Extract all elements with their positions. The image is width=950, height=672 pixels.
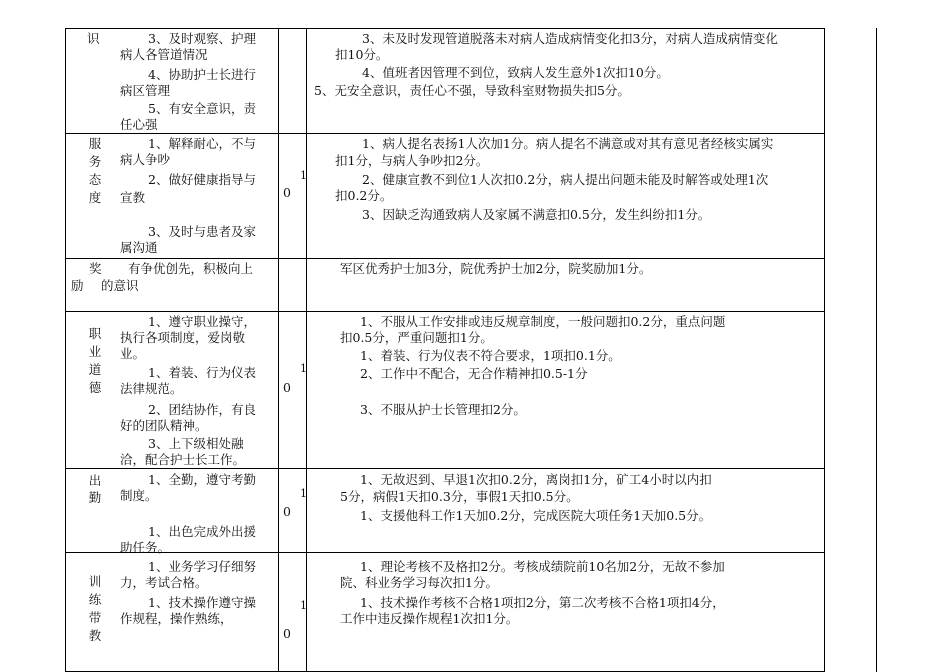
rule-line: 院、科业务学习每次扣1分。 (340, 575, 498, 590)
rule-line: 5分，病假1天扣0.3分，事假1天扣0.5分。 (340, 489, 579, 504)
score-digit: 1 (300, 362, 307, 375)
criteria-line: 1、出色完成外出援 (148, 524, 256, 539)
score-digit: 0 (283, 504, 291, 519)
category-char: 德 (88, 380, 102, 395)
criteria-line: 病人各管道情况 (120, 47, 208, 62)
criteria-line: 1、着装、行为仪表 (148, 365, 256, 380)
criteria-line: 病区管理 (120, 83, 171, 98)
row-divider (65, 468, 824, 469)
category-char: 服 (88, 136, 102, 151)
criteria-line: 1、遵守职业操守， (148, 314, 256, 329)
rule-line: 扣0.5分，严重问题扣1分。 (340, 330, 493, 345)
criteria-line: 有争优创先，积极向上 (128, 261, 254, 276)
criteria-line: 力，考试合格。 (120, 575, 208, 590)
table-border-top (65, 28, 824, 29)
criteria-line: 1、解释耐心，不与 (148, 136, 256, 151)
rule-line: 3、不服从护士长管理扣2分。 (360, 402, 526, 417)
criteria-line: 法律规范。 (120, 381, 183, 396)
criteria-line: 2、团结协作，有良 (148, 402, 256, 417)
criteria-line: 2、做好健康指导与 (148, 172, 256, 187)
row-divider (65, 552, 824, 553)
category-char: 道 (88, 362, 102, 377)
criteria-line: 的意识 (101, 278, 139, 293)
rule-line: 1、理论考核不及格扣2分。考核成绩院前10名加2分，无故不参加 (360, 559, 725, 574)
criteria-line: 5、有安全意识，责 (148, 101, 256, 116)
category-char: 训 (88, 574, 102, 589)
category-char: 奖 (89, 261, 102, 276)
rule-line: 3、未及时发现管道脱落未对病人造成病情变化扣3分，对病人造成病情变化 (362, 31, 778, 46)
criteria-line: 作规程，操作熟练， (120, 611, 233, 626)
col-divider (306, 28, 307, 672)
rule-line: 扣1分，与病人争吵扣2分。 (335, 153, 489, 168)
rule-line: 扣10分。 (335, 47, 389, 62)
score-digit: 0 (283, 185, 291, 200)
criteria-line: 执行各项制度，爱岗敬 (120, 330, 246, 345)
rule-line: 1、不服从工作安排或违反规章制度，一般问题扣0.2分，重点问题 (360, 314, 726, 329)
criteria-line: 病人争吵 (120, 152, 171, 167)
rule-line: 工作中违反操作规程1次扣1分。 (340, 611, 519, 626)
rule-line: 4、值班者因管理不到位，致病人发生意外1次扣10分。 (362, 65, 669, 80)
criteria-line: 制度。 (120, 488, 158, 503)
rule-line: 1、技术操作考核不合格1项扣2分，第二次考核不合格1项扣4分， (360, 595, 725, 610)
criteria-line: 4、协助护士长进行 (148, 67, 256, 82)
score-digit: 1 (300, 169, 307, 182)
row-divider (65, 258, 824, 259)
rule-line: 军区优秀护士加3分，院优秀护士加2分，院奖励加1分。 (340, 261, 652, 276)
rule-line: 1、无故迟到、早退1次扣0.2分，离岗扣1分，矿工4小时以内扣 (360, 472, 712, 487)
row-divider (65, 311, 824, 312)
criteria-line: 好的团队精神。 (120, 418, 208, 433)
rule-line: 1、支援他科工作1天加0.2分，完成医院大项任务1天加0.5分。 (360, 508, 712, 523)
rule-line: 扣0.2分。 (335, 188, 393, 203)
criteria-line: 1、技术操作遵守操 (148, 595, 256, 610)
criteria-line: 属沟通 (120, 240, 158, 255)
table-border-right (876, 28, 877, 672)
category-char: 勤 (88, 490, 102, 505)
category-char: 职 (88, 326, 102, 341)
score-digit: 0 (283, 380, 291, 395)
col-divider (824, 28, 825, 672)
rule-line: 3、因缺乏沟通致病人及家属不满意扣0.5分，发生纠纷扣1分。 (362, 207, 711, 222)
row-divider (65, 133, 824, 134)
criteria-line: 宣教 (120, 190, 146, 205)
rule-line: 2、工作中不配合，无合作精神扣0.5-1分 (360, 366, 588, 381)
category-char: 业 (88, 344, 102, 359)
col-divider (278, 28, 279, 672)
score-digit: 1 (300, 487, 307, 500)
criteria-line: 助任务。 (120, 540, 171, 555)
criteria-line: 1、业务学习仔细努 (148, 559, 256, 574)
category-char: 务 (88, 154, 102, 169)
col-divider (65, 28, 66, 672)
rule-line: 1、着装、行为仪表不符合要求，1项扣0.1分。 (360, 348, 621, 363)
category-label: 识 (87, 31, 100, 46)
criteria-line: 任心强 (120, 117, 158, 132)
category-char: 出 (88, 473, 102, 488)
rule-line: 1、病人提名表扬1人次加1分。病人提名不满意或对其有意见者经核实属实 (362, 136, 774, 151)
category-char: 态 (88, 172, 102, 187)
criteria-line: 业。 (120, 346, 146, 361)
category-char: 练 (88, 592, 102, 607)
criteria-line: 3、及时观察、护理 (148, 31, 256, 46)
score-digit: 1 (300, 599, 307, 612)
criteria-line: 3、上下级相处融 (148, 436, 244, 451)
category-char: 教 (88, 628, 102, 643)
criteria-line: 3、及时与患者及家 (148, 224, 256, 239)
category-char: 度 (88, 190, 102, 205)
score-digit: 0 (283, 626, 291, 641)
rule-line: 5、无安全意识，责任心不强，导致科室财物损失扣5分。 (314, 83, 630, 98)
category-char: 带 (88, 610, 102, 625)
rule-line: 2、健康宣教不到位1人次扣0.2分，病人提出问题未能及时解答或处理1次 (362, 172, 769, 187)
criteria-line: 1、全勤，遵守考勤 (148, 472, 256, 487)
criteria-line: 洽，配合护士长工作。 (120, 452, 246, 467)
category-char: 励 (71, 278, 84, 293)
